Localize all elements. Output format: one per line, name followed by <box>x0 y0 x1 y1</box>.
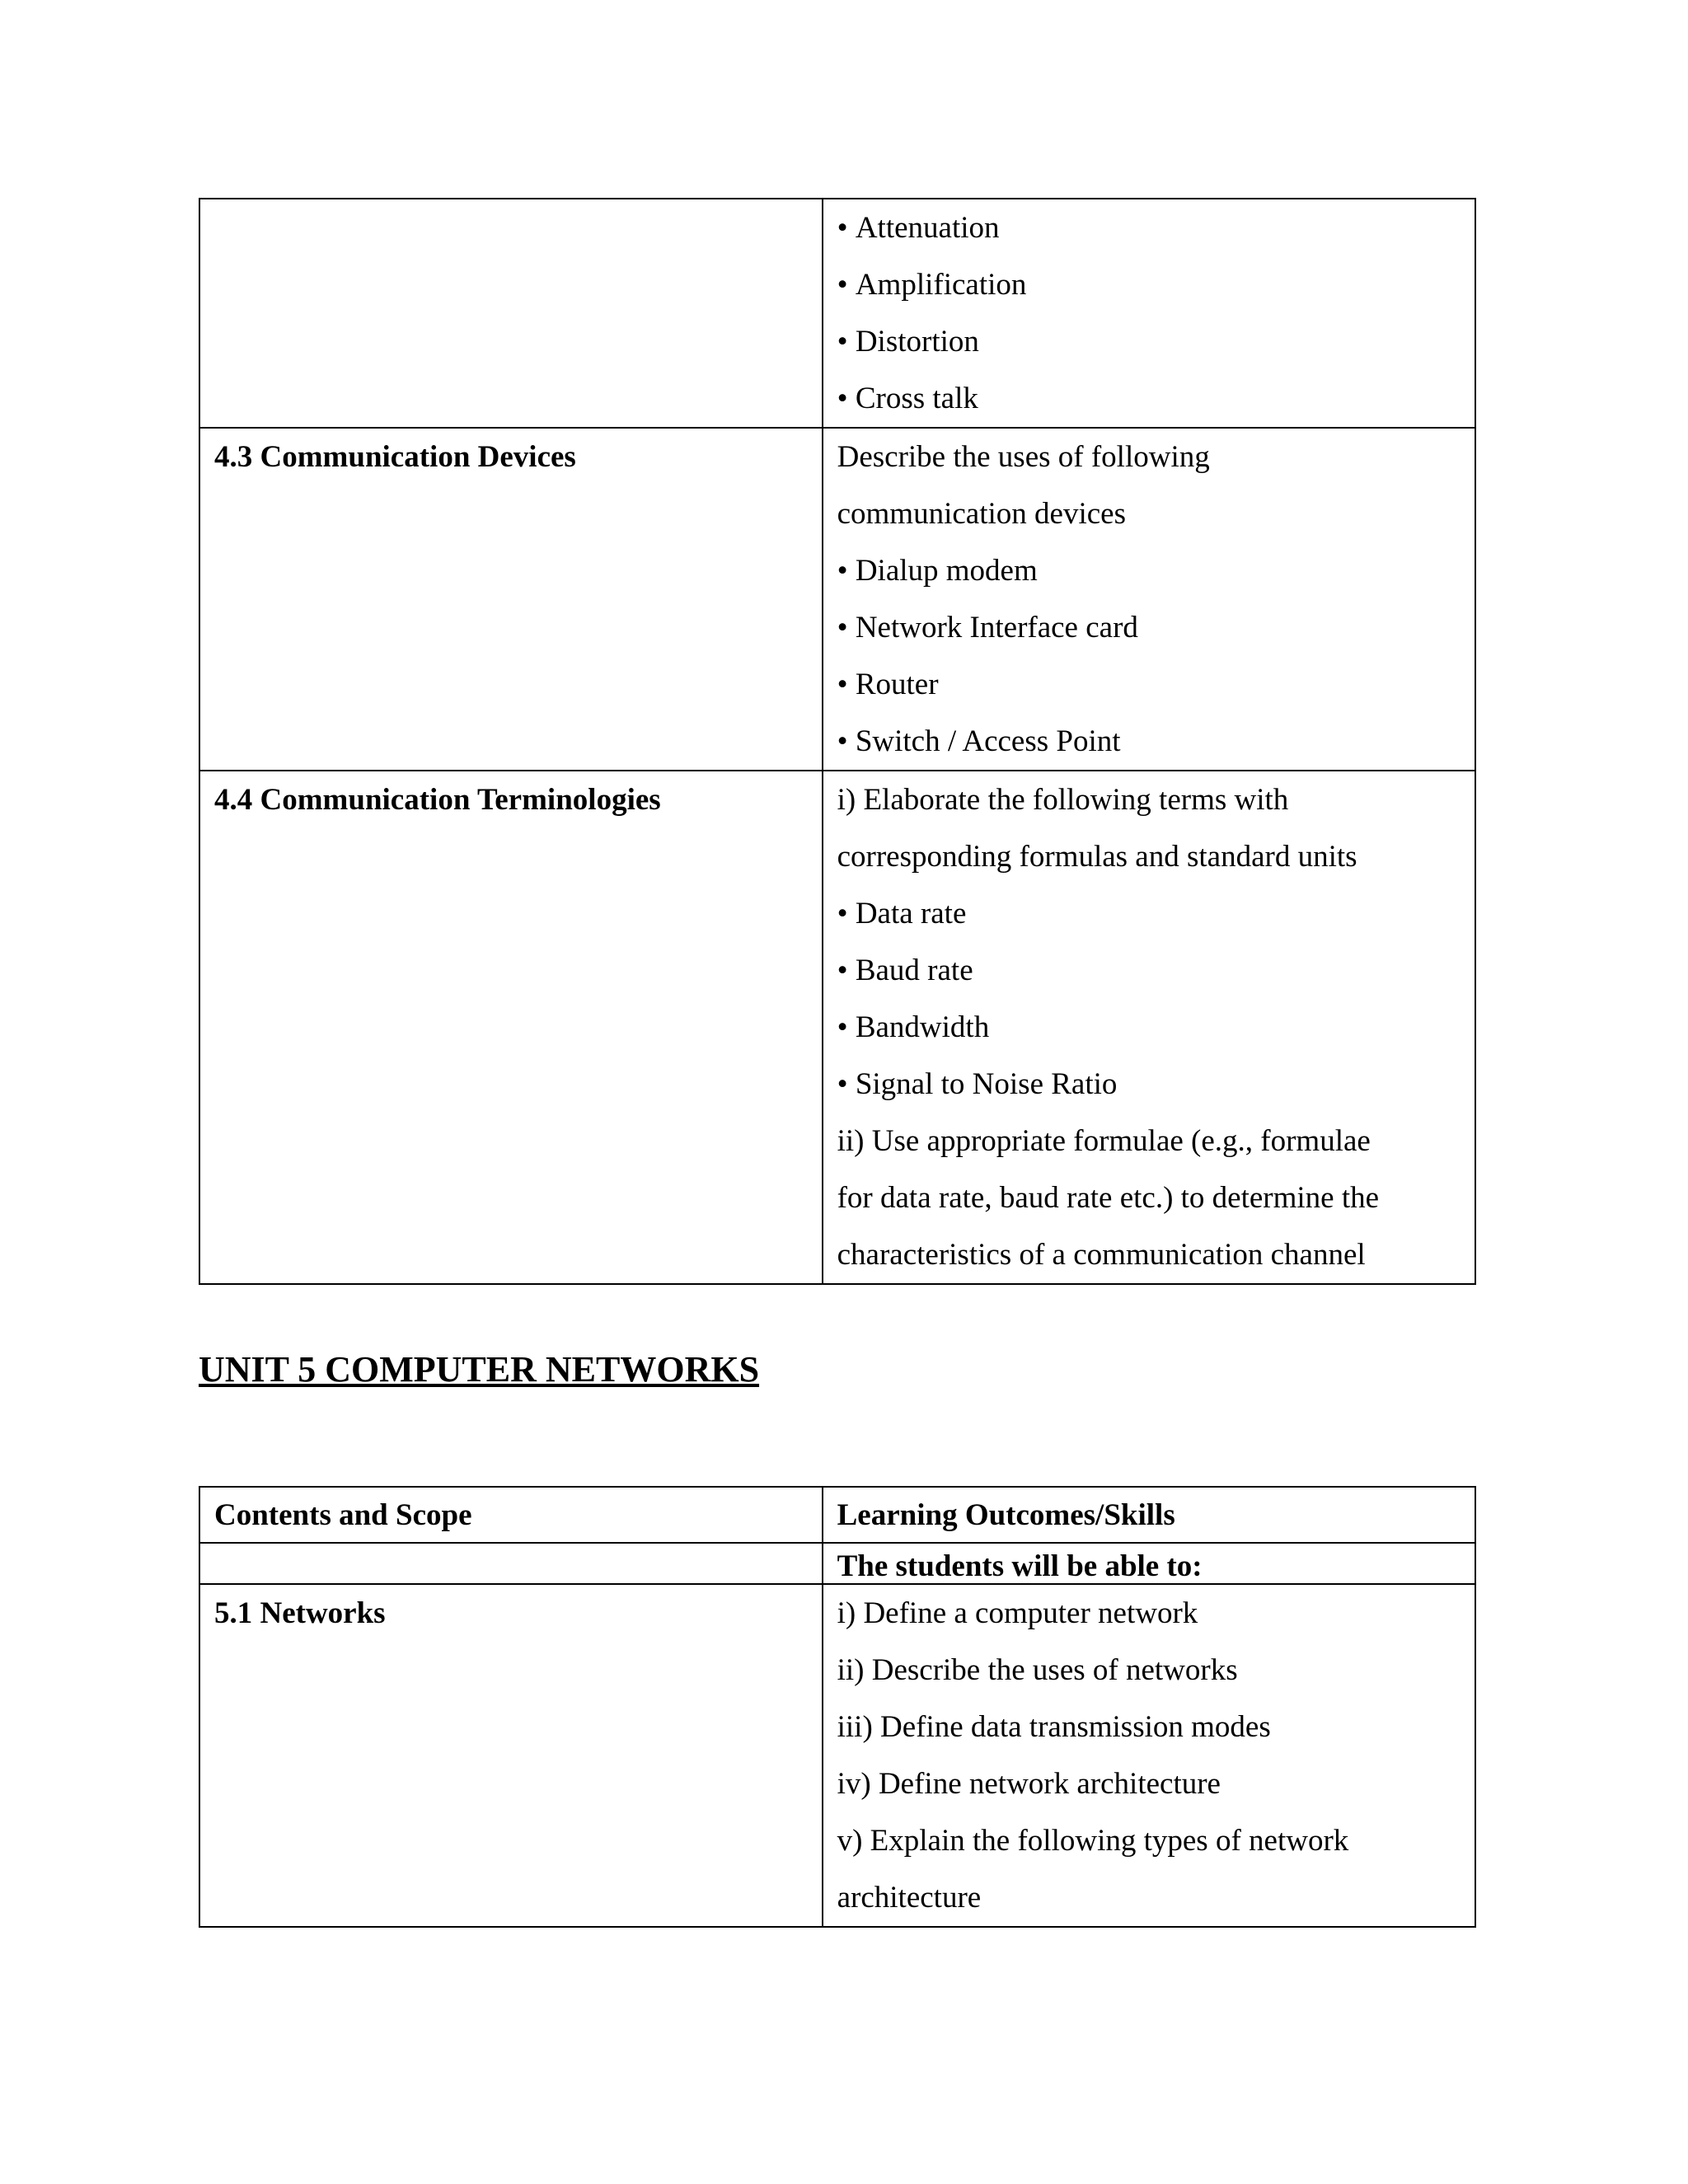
outcome-text: for data rate, baud rate etc.) to determine the <box>837 1181 1380 1215</box>
table-row <box>199 1584 1475 1927</box>
outcome-text: iv) Define network architecture <box>837 1767 1221 1801</box>
table-row <box>199 199 1475 428</box>
outcome-text: ii) Use appropriate formulae (e.g., formulae <box>837 1124 1371 1158</box>
contents-cell <box>199 428 823 771</box>
list-item: • Baud rate <box>837 942 1461 999</box>
list-item: • Bandwidth <box>837 999 1461 1056</box>
table-header-row <box>199 1487 1475 1543</box>
list-item: • Amplification <box>837 256 1461 313</box>
list-item: • Attenuation <box>837 199 1461 256</box>
outcomes-cell <box>823 428 1475 771</box>
topic-title: 4.3 Communication Devices <box>214 440 576 474</box>
column-header-label: Contents and Scope <box>214 1498 472 1532</box>
outcomes-cell <box>823 771 1475 1284</box>
contents-cell <box>199 771 823 1284</box>
table-row <box>199 1543 1475 1584</box>
column-header-label: Learning Outcomes/Skills <box>837 1498 1175 1532</box>
outcome-text: ii) Describe the uses of networks <box>837 1653 1238 1687</box>
list-item: • Switch / Access Point <box>837 713 1461 770</box>
outcome-text: i) Elaborate the following terms with <box>837 783 1289 817</box>
list-item: • Network Interface card <box>837 599 1461 656</box>
list-item: • Signal to Noise Ratio <box>837 1056 1461 1113</box>
curriculum-table-unit4 <box>199 198 1476 1285</box>
outcome-text: i) Define a computer network <box>837 1596 1198 1630</box>
outcome-text: architecture <box>837 1881 982 1915</box>
list-item: • Router <box>837 656 1461 713</box>
list-item: • Dialup modem <box>837 542 1461 599</box>
curriculum-table-unit5 <box>199 1486 1476 1928</box>
outcome-text: iii) Define data transmission modes <box>837 1710 1271 1744</box>
list-item: • Cross talk <box>837 370 1461 427</box>
unit-heading: UNIT 5 COMPUTER NETWORKS <box>199 1349 760 1390</box>
topic-title: 4.4 Communication Terminologies <box>214 783 661 817</box>
outcome-text: corresponding formulas and standard units <box>837 840 1357 874</box>
list-item: • Data rate <box>837 885 1461 942</box>
contents-cell <box>199 1543 823 1584</box>
column-header-contents <box>199 1487 823 1543</box>
students-intro: The students will be able to: <box>837 1549 1203 1583</box>
outcomes-cell <box>823 199 1475 428</box>
outcomes-cell <box>823 1543 1475 1584</box>
table-row <box>199 428 1475 771</box>
contents-cell <box>199 1584 823 1927</box>
list-item: • Distortion <box>837 313 1461 370</box>
contents-cell <box>199 199 823 428</box>
outcome-text: Describe the uses of following <box>837 440 1210 474</box>
column-header-outcomes <box>823 1487 1475 1543</box>
outcome-text: communication devices <box>837 497 1126 531</box>
table-row <box>199 771 1475 1284</box>
outcome-text: v) Explain the following types of network <box>837 1824 1349 1858</box>
outcomes-cell <box>823 1584 1475 1927</box>
outcome-text: characteristics of a communication channel <box>837 1238 1366 1272</box>
topic-title: 5.1 Networks <box>214 1596 386 1630</box>
